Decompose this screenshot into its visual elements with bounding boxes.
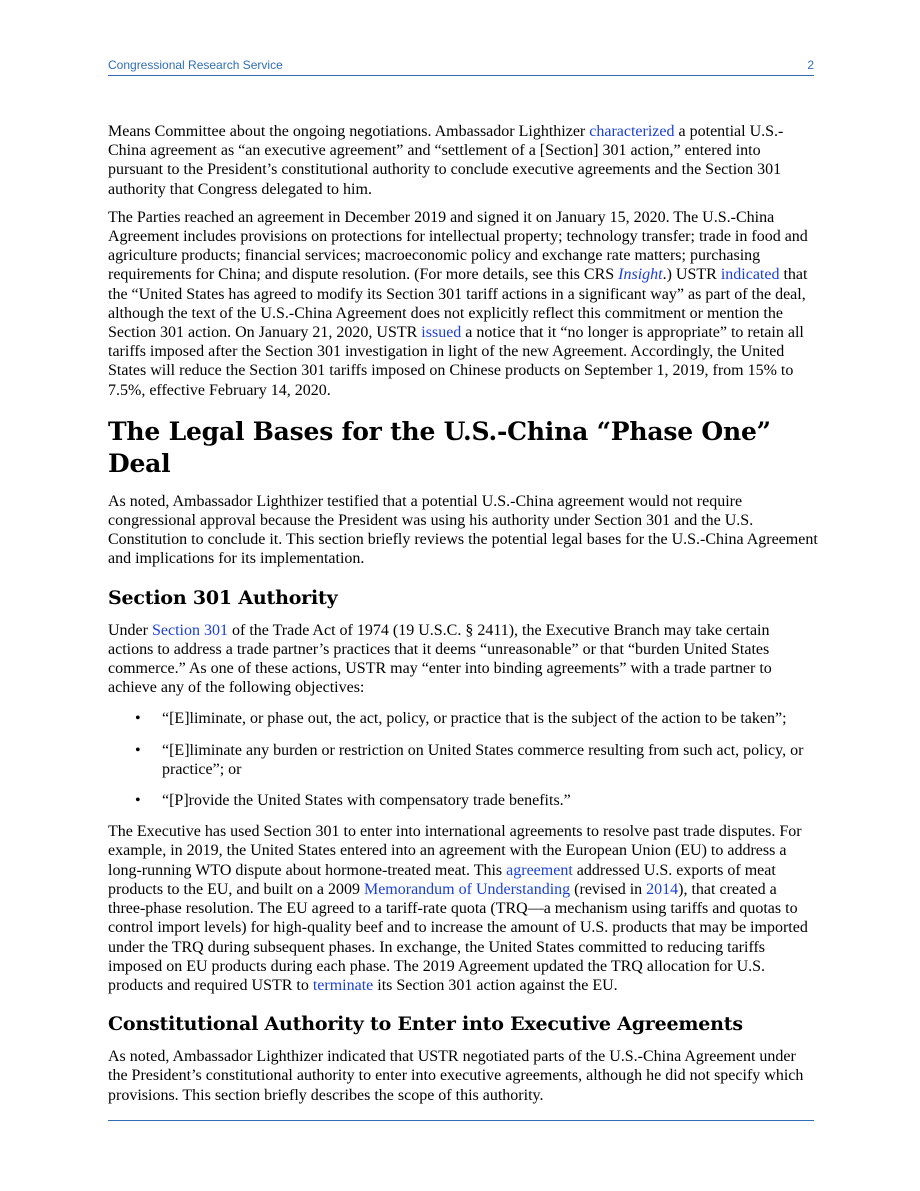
text-run: a potential U.S.-China agreement as “an executive agreement” and “settlement of a [Section] 301 action,” entered into pursuant to the President’s constitutional authority to conclude executive agreements and the Section 301 authority that Congress delegated to him. bbox=[108, 123, 784, 198]
page-header bbox=[108, 58, 814, 76]
link-insight-text: Insight bbox=[618, 266, 663, 284]
bullet-icon: • bbox=[135, 710, 141, 728]
section-heading-legal-bases: The Legal Bases for the U.S.-China “Phase One” Deal bbox=[108, 416, 771, 478]
paragraph-constitutional-authority: As noted, Ambassador Lighthizer indicated that USTR negotiated parts of the U.S.-China Agreement under the President’s constitutional authority to enter into executive agreements, although he did not specify which provisions. This section briefly describes the scope of this authority. bbox=[108, 1048, 804, 1104]
link-characterized[interactable]: characterized bbox=[589, 123, 675, 140]
text-run: The Parties reached an agreement in December 2019 and signed it on January 15, 2020. The U.S.-China Agreement includes provisions on protections for intellectual property; technology transfer; trade in food and agriculture products; financial services; macroeconomic policy and exchange rate matters; purchasing requirements for China; and dispute resolution. (For more details, see this CRS bbox=[108, 208, 808, 284]
link-terminate[interactable]: terminate bbox=[312, 976, 374, 994]
paragraph-section-301 bbox=[108, 621, 818, 698]
link-indicated[interactable]: indicated bbox=[720, 266, 780, 284]
main-content bbox=[108, 122, 818, 1114]
text-run: ), that created a three-phase resolution. The EU agreed to a tariff-rate quota (TRQ—a mechanism using tariffs and quotas to control import levels) for high-quality beef and to increase the amount of U.S. products that may be imported under the TRQ during subsequent phases. In exchange, the United States committed to reducing tariffs imposed on EU products during each phase. The 2019 Agreement updated the TRQ allocation for U.S. products and required USTR to bbox=[108, 880, 808, 994]
list-item bbox=[108, 741, 818, 779]
paragraph-agreement-summary bbox=[108, 208, 818, 400]
list-item-text: “[P]rovide the United States with compensatory trade benefits.” bbox=[162, 792, 571, 810]
list-item bbox=[108, 709, 818, 728]
bullet-icon: • bbox=[135, 792, 141, 810]
footer-divider bbox=[108, 1120, 814, 1121]
text-run: (revised in bbox=[570, 880, 647, 898]
text-run: addressed U.S. exports of meat products to the EU, and built on a 2009 bbox=[108, 861, 776, 898]
text-run: .) USTR bbox=[662, 266, 721, 284]
text-run: that the “United States has agreed to modify its Section 301 tariff actions in a significant way” as part of the deal, although the text of the U.S.-China Agreement does not explicitly reflect this commitment or mention the Section 301 action. On January 21, 2020, USTR bbox=[108, 266, 808, 342]
list-item bbox=[108, 791, 818, 810]
paragraph-legal-bases-intro: As noted, Ambassador Lighthizer testified that a potential U.S.-China agreement would not require congressional approval because the President was using his authority under Section 301 and the U.S. Constitution to conclude it. This section briefly reviews the potential legal bases for the U.S.-China Agreement and implications for its implementation. bbox=[108, 492, 818, 568]
text-run: a notice that it “no longer is appropriate” to retain all tariffs imposed after the Section 301 investigation in light of the new Agreement. Accordingly, the United States will reduce the Section 301 tariffs imposed on Chinese products on September 1, 2019, from 15% to 7.5%, effective February 14, 2020. bbox=[108, 324, 804, 399]
link-insight[interactable] bbox=[618, 266, 662, 283]
subheading-constitutional-authority: Constitutional Authority to Enter into Executive Agreements bbox=[108, 1013, 743, 1036]
list-item-text: “[E]liminate, or phase out, the act, policy, or practice that is the subject of the action to be taken”; bbox=[162, 710, 787, 728]
text-run: Under bbox=[108, 621, 152, 639]
text-run: its Section 301 action against the EU. bbox=[373, 976, 618, 994]
paragraph-negotiations bbox=[108, 122, 818, 199]
list-item-text: “[E]liminate any burden or restriction on United States commerce resulting from such act, policy, or practice”; or bbox=[162, 741, 804, 778]
text-run: of the Trade Act of 1974 (19 U.S.C. § 2411), the Executive Branch may take certain actions to address a trade partner’s practices that it deems “unreasonable” or that “burden United States commerce.” As one of these actions, USTR may “enter into binding agreements” with a trade partner to achieve any of the following objectives: bbox=[108, 621, 772, 697]
link-agreement[interactable]: agreement bbox=[506, 861, 573, 879]
subheading-section-301: Section 301 Authority bbox=[108, 586, 338, 609]
link-issued[interactable]: issued bbox=[421, 324, 462, 342]
link-section-301[interactable]: Section 301 bbox=[151, 621, 228, 639]
link-2014[interactable]: 2014 bbox=[646, 880, 679, 898]
text-run: The Executive has used Section 301 to enter into international agreements to resolve past trade disputes. For example, in 2019, the United States entered into an agreement with the European Union (EU) to address a long-running WTO dispute about hormone-treated meat. This bbox=[108, 823, 802, 879]
paragraph-past-agreements bbox=[108, 822, 818, 995]
header-page-number: 2 bbox=[807, 58, 814, 72]
link-memorandum[interactable]: Memorandum of Understanding bbox=[363, 880, 571, 898]
bullet-icon: • bbox=[135, 741, 141, 759]
text-run: Means Committee about the ongoing negotiations. Ambassador Lighthizer bbox=[108, 123, 590, 140]
header-org-name: Congressional Research Service bbox=[108, 58, 283, 72]
objectives-list bbox=[108, 709, 818, 810]
